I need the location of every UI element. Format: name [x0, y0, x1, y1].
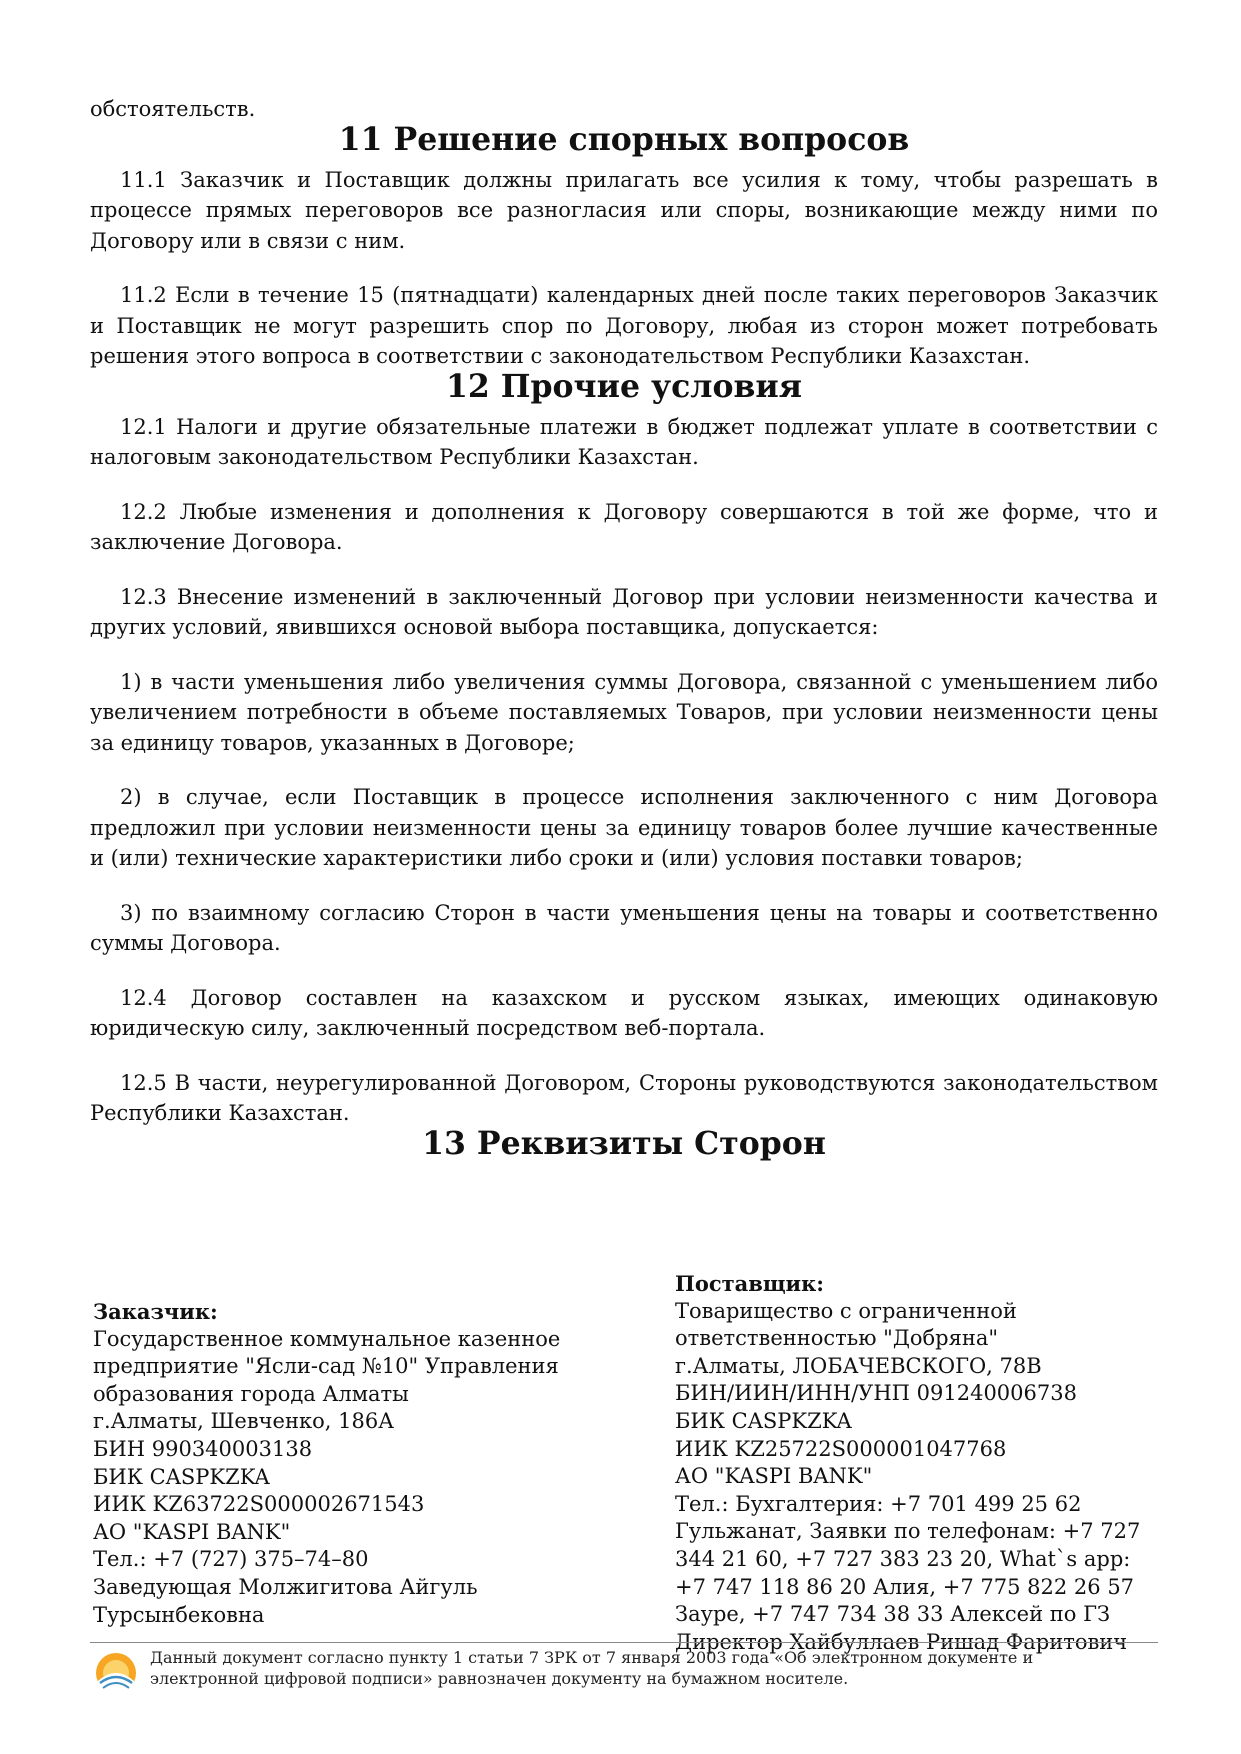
supplier-phone: Тел.: Бухгалтерия: +7 701 499 25 62	[675, 1491, 1082, 1516]
section-12-heading: 12 Прочие условия	[445, 367, 803, 405]
supplier-phone: 344 21 60, +7 727 383 23 20, What`s app:	[675, 1546, 1131, 1571]
customer-address: г.Алматы, Шевченко, 186А	[93, 1409, 395, 1434]
customer-bin: БИН 990340003138	[93, 1436, 313, 1461]
footer-legal-text	[150, 1647, 1150, 1689]
supplier-title: Поставщик:	[675, 1271, 825, 1296]
clause-12-3: 12.3 Внесение изменений в заключенный Договор при условии неизменности качества и других условий, явившихся основой выбора поставщика, допускается:	[90, 584, 1158, 639]
customer-line: Государственное коммунальное казенное	[93, 1326, 561, 1351]
supplier-requisites	[675, 1270, 1155, 1656]
clause-11-2: 11.2 Если в течение 15 (пятнадцати) календарных дней после таких переговоров Заказчик и Поставщик не могут разрешить спор по Договору, любая из сторон может потребовать решения этого вопроса в соответствии с законодательством Республики Казахстан.	[90, 283, 1158, 368]
supplier-phone: +7 747 118 86 20 Алия, +7 775 822 26 57	[675, 1574, 1135, 1599]
footer-line-1: Данный документ согласно пункту 1 статьи 7 ЗРК от 7 января 2003 года «Об электронном документе и	[150, 1648, 1034, 1667]
clause-11-1: 11.1 Заказчик и Поставщик должны прилагать все усилия к тому, чтобы разрешать в процессе прямых переговоров все разногласия или споры, возникающие между ними по Договору или в связи с ним.	[90, 167, 1158, 253]
supplier-bik: БИК CASPKZKA	[675, 1408, 852, 1433]
supplier-phone: Гульжанат, Заявки по телефонам: +7 727	[675, 1519, 1141, 1544]
clause-12-3-item-1: 1) в части уменьшения либо увеличения суммы Договора, связанной с уменьшением либо увеличением потребности в объеме поставляемых Товаров, при условии неизменности цены за единицу товаров, указанных в Договоре;	[90, 669, 1158, 755]
party-requisites	[93, 1270, 1153, 1654]
footer-line-2: электронной цифровой подписи» равнозначен документу на бумажном носителе.	[150, 1669, 849, 1688]
customer-head: Заведующая Молжигитова Айгуль	[93, 1574, 478, 1599]
supplier-bin: БИН/ИИН/ИНН/УНП 091240006738	[675, 1381, 1077, 1406]
customer-requisites	[93, 1298, 593, 1629]
clause-12-3-item-2: 2) в случае, если Поставщик в процессе исполнения заключенного с ним Договора предложил при условии неизменности цены за единицу товаров более лучшие качественные и (или) технические характеристики либо сроки и (или) условия поставки товаров;	[90, 785, 1158, 870]
customer-bik: БИК CASPKZKA	[93, 1464, 270, 1489]
customer-title: Заказчик:	[93, 1299, 218, 1324]
supplier-line: ответственностью "Добряна"	[675, 1326, 999, 1351]
supplier-phone: Зауре, +7 747 734 38 33 Алексей по ГЗ	[675, 1602, 1111, 1627]
clause-12-3-item-3: 3) по взаимному согласию Сторон в части уменьшения цены на товары и соответственно суммы Договора.	[90, 900, 1158, 955]
customer-bank: АО "KASPI BANK"	[93, 1519, 291, 1544]
customer-head: Турсынбековна	[93, 1602, 265, 1627]
clause-12-2: 12.2 Любые изменения и дополнения к Договору совершаются в той же форме, что и заключение Договора.	[90, 499, 1158, 554]
section-13-heading: 13 Реквизиты Сторон	[422, 1124, 826, 1162]
supplier-line: Товарищество с ограниченной	[675, 1298, 1017, 1323]
customer-iik: ИИК KZ63722S000002671543	[93, 1492, 425, 1517]
clause-12-4: 12.4 Договор составлен на казахском и русском языках, имеющих одинаковую юридическую силу, заключенный посредством веб-портала.	[90, 985, 1158, 1040]
egov-logo-icon	[94, 1651, 138, 1695]
supplier-director: Директор Хайбуллаев Ришад Фаритович	[675, 1629, 1128, 1654]
intro-tail-text: обстоятельств.	[90, 97, 256, 121]
customer-line: образования города Алматы	[93, 1381, 409, 1406]
supplier-bank: АО "KASPI BANK"	[675, 1464, 873, 1489]
customer-line: предприятие "Ясли-сад №10" Управления	[93, 1354, 559, 1379]
section-11-heading: 11 Решение спорных вопросов	[338, 120, 910, 158]
supplier-address: г.Алматы, ЛОБАЧЕВСКОГО, 78В	[675, 1353, 1042, 1378]
footer-notice	[90, 1642, 1158, 1703]
customer-phone: Тел.: +7 (727) 375–74–80	[93, 1547, 369, 1572]
clause-12-1: 12.1 Налоги и другие обязательные платежи в бюджет подлежат уплате в соответствии с налоговым законодательством Республики Казахстан.	[90, 414, 1158, 469]
supplier-iik: ИИК KZ25722S000001047768	[675, 1436, 1007, 1461]
clause-12-5: 12.5 В части, неурегулированной Договором, Стороны руководствуются законодательством Республики Казахстан.	[90, 1070, 1158, 1125]
contract-body	[90, 94, 1158, 1162]
